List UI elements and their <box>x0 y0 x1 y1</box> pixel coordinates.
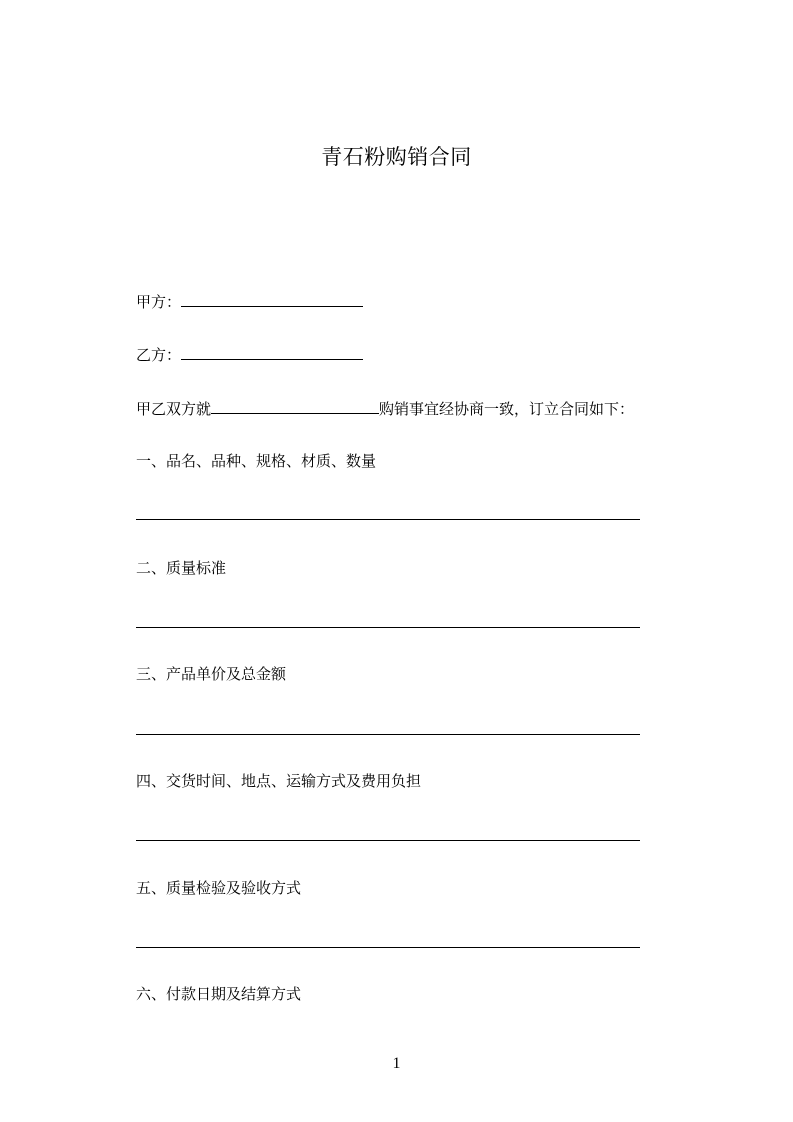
section-fill-line-3[interactable] <box>136 734 640 735</box>
page-number: 1 <box>392 1055 401 1072</box>
party-a-line <box>136 291 363 312</box>
intro-suffix: 购销事宜经协商一致，订立合同如下： <box>379 400 635 418</box>
section-fill-line-1[interactable] <box>136 519 640 520</box>
section-heading-6: 六、付款日期及结算方式 <box>136 985 302 1003</box>
party-b-label: 乙方： <box>136 346 182 364</box>
product-blank[interactable] <box>211 398 379 414</box>
intro-prefix: 甲乙双方就 <box>136 400 212 418</box>
party-a-blank[interactable] <box>181 291 363 307</box>
party-a-label: 甲方： <box>136 293 182 311</box>
intro-line <box>136 398 634 419</box>
document-title: 青石粉购销合同 <box>321 145 472 169</box>
party-b-blank[interactable] <box>181 344 363 360</box>
section-heading-3: 三、产品单价及总金额 <box>136 665 287 683</box>
section-heading-4: 四、交货时间、地点、运输方式及费用负担 <box>136 772 422 790</box>
section-fill-line-5[interactable] <box>136 947 640 948</box>
section-heading-2: 二、质量标准 <box>136 559 227 577</box>
section-heading-1: 一、品名、品种、规格、材质、数量 <box>136 452 377 470</box>
section-heading-5: 五、质量检验及验收方式 <box>136 879 302 897</box>
section-fill-line-4[interactable] <box>136 840 640 841</box>
section-fill-line-2[interactable] <box>136 627 640 628</box>
party-b-line <box>136 344 363 365</box>
